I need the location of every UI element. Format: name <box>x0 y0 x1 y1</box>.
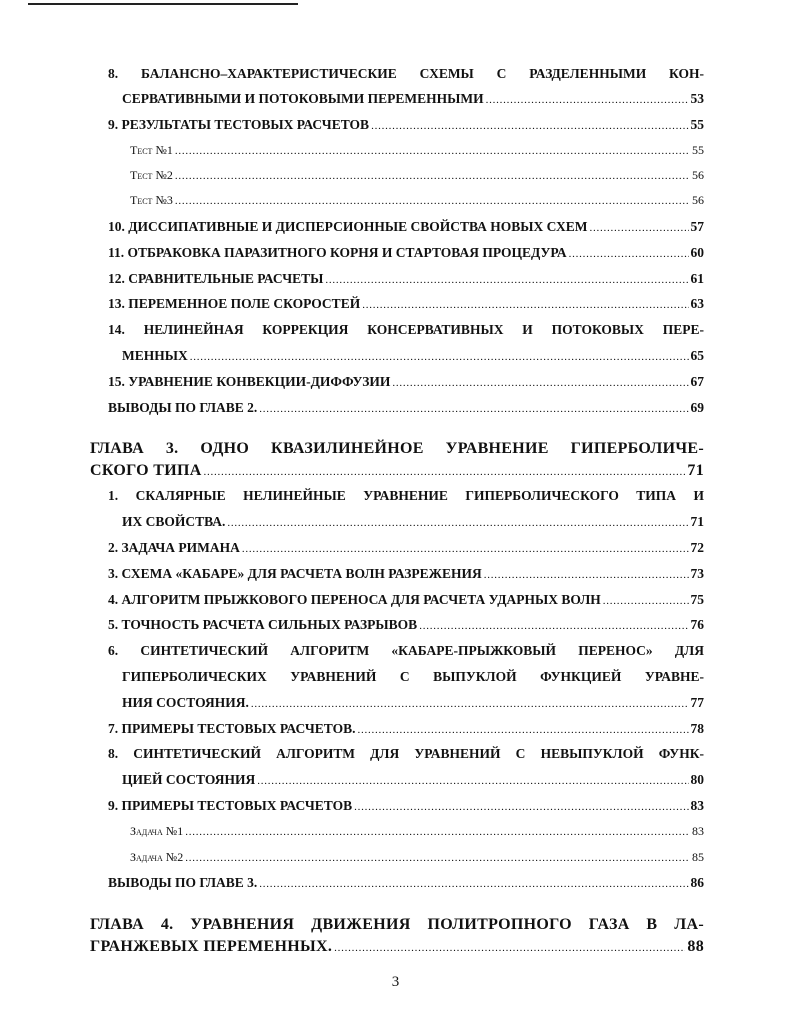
toc-entry-title: 9. РЕЗУЛЬТАТЫ ТЕСТОВЫХ РАСЧЕТОВ <box>108 117 370 132</box>
toc-subentry <box>130 143 704 158</box>
toc-entry-title: Задача №2 <box>130 850 184 864</box>
toc-page-number: 56 <box>692 193 704 207</box>
toc-entry <box>108 296 704 312</box>
toc-entry-title: ВЫВОДЫ ПО ГЛАВЕ 2. <box>108 400 258 415</box>
toc-entry <box>108 643 704 659</box>
toc-entry <box>108 322 704 338</box>
toc-entry-title: Тест №1 <box>130 143 173 157</box>
toc-entry-title: 8. БАЛАНСНО–ХАРАКТЕРИСТИЧЕСКИЕ СХЕМЫ С РАЗДЕЛЕННЫМИ КОН- <box>108 66 704 81</box>
toc-page-number: 72 <box>690 540 704 555</box>
toc-entry <box>108 798 704 814</box>
toc-page-number: 88 <box>687 938 704 955</box>
toc-entry <box>122 91 704 107</box>
toc-subentry <box>130 824 704 839</box>
toc-entry-title: 7. ПРИМЕРЫ ТЕСТОВЫХ РАСЧЕТОВ. <box>108 721 356 736</box>
toc-page-number: 67 <box>690 374 704 389</box>
toc-entry <box>108 617 704 633</box>
toc-entry-title: 14. НЕЛИНЕЙНАЯ КОРРЕКЦИЯ КОНСЕРВАТИВНЫХ И ПОТОКОВЫХ ПЕРЕ- <box>108 322 704 337</box>
toc-chapter-title: СКОГО ТИПА <box>90 462 202 479</box>
toc-page-number: 85 <box>692 850 704 864</box>
toc-entry-title: ИХ СВОЙСТВА. <box>122 514 226 529</box>
toc-entry-title: 13. ПЕРЕМЕННОЕ ПОЛЕ СКОРОСТЕЙ <box>108 296 361 311</box>
toc-page-number: 77 <box>690 695 704 710</box>
toc-page-number: 60 <box>690 245 704 260</box>
toc-page-number: 53 <box>690 91 704 106</box>
toc-page-number: 71 <box>687 462 704 479</box>
toc-entry-title: 12. СРАВНИТЕЛЬНЫЕ РАСЧЕТЫ <box>108 271 324 286</box>
toc-page-number: 75 <box>690 592 704 607</box>
toc-chapter-title: ГЛАВА 4. УРАВНЕНИЯ ДВИЖЕНИЯ ПОЛИТРОПНОГО ГАЗА В ЛА- <box>90 916 704 933</box>
toc-page-number: 76 <box>690 617 704 632</box>
toc-page-number: 73 <box>690 566 704 581</box>
toc-page-number: 63 <box>690 296 704 311</box>
toc-entry <box>122 348 704 364</box>
toc-chapter-title: ГЛАВА 3. ОДНО КВАЗИЛИНЕЙНОЕ УРАВНЕНИЕ ГИПЕРБОЛИЧЕ- <box>90 440 704 457</box>
toc-chapter <box>90 916 704 934</box>
toc-entry <box>122 695 704 711</box>
toc-entry <box>108 271 704 287</box>
toc-subentry <box>130 850 704 865</box>
toc-entry <box>122 514 704 530</box>
toc-entry-title: 1. СКАЛЯРНЫЕ НЕЛИНЕЙНЫЕ УРАВНЕНИЕ ГИПЕРБОЛИЧЕСКОГО ТИПА И <box>108 488 704 503</box>
toc-entry-title: 10. ДИССИПАТИВНЫЕ И ДИСПЕРСИОННЫЕ СВОЙСТВА НОВЫХ СХЕМ <box>108 219 588 234</box>
toc-entry <box>108 400 704 416</box>
toc-entry-title: СЕРВАТИВНЫМИ И ПОТОКОВЫМИ ПЕРЕМЕННЫМИ <box>122 91 484 106</box>
header-rule <box>28 3 298 5</box>
toc-entry <box>122 669 704 685</box>
toc-entry <box>108 540 704 556</box>
toc-entry <box>108 875 704 891</box>
toc-entry <box>108 117 704 133</box>
page-number: 3 <box>391 974 400 990</box>
toc-entry-title: 8. СИНТЕТИЧЕСКИЙ АЛГОРИТМ ДЛЯ УРАВНЕНИЙ С НЕВЫПУКЛОЙ ФУНК- <box>108 746 704 761</box>
toc-page-number: 71 <box>690 514 704 529</box>
toc-page-number: 78 <box>690 721 704 736</box>
toc-entry-title: 3. СХЕМА «КАБАРЕ» ДЛЯ РАСЧЕТА ВОЛН РАЗРЕЖЕНИЯ <box>108 566 482 581</box>
toc-entry <box>108 721 704 737</box>
toc-entry <box>108 66 704 82</box>
toc-entry <box>108 746 704 762</box>
toc-entry-title: 11. ОТБРАКОВКА ПАРАЗИТНОГО КОРНЯ И СТАРТОВАЯ ПРОЦЕДУРА <box>108 245 567 260</box>
toc-chapter-title: ГРАНЖЕВЫХ ПЕРЕМЕННЫХ. <box>90 938 333 955</box>
toc-entry <box>108 592 704 608</box>
toc-page-number: 86 <box>690 875 704 890</box>
toc-entry-title: 15. УРАВНЕНИЕ КОНВЕКЦИИ-ДИФФУЗИИ <box>108 374 391 389</box>
toc-entry <box>108 488 704 504</box>
toc-entry-title: НИЯ СОСТОЯНИЯ. <box>122 695 249 710</box>
toc-chapter <box>90 440 704 458</box>
toc-page-number: 55 <box>690 117 704 132</box>
toc-page-number: 55 <box>692 143 704 157</box>
toc-entry-title: 9. ПРИМЕРЫ ТЕСТОВЫХ РАСЧЕТОВ <box>108 798 353 813</box>
toc-chapter <box>90 462 704 480</box>
toc-page-number: 83 <box>690 798 704 813</box>
toc-entry-title: ГИПЕРБОЛИЧЕСКИХ УРАВНЕНИЙ С ВЫПУКЛОЙ ФУНКЦИЕЙ УРАВНЕ- <box>122 669 704 684</box>
toc-entry-title: Тест №3 <box>130 193 173 207</box>
toc-entry-title: 4. АЛГОРИТМ ПРЫЖКОВОГО ПЕРЕНОСА ДЛЯ РАСЧЕТА УДАРНЫХ ВОЛН <box>108 592 601 607</box>
toc-entry <box>108 245 704 261</box>
toc-page-number: 65 <box>690 348 704 363</box>
toc-chapter <box>90 938 704 956</box>
toc-entry <box>122 772 704 788</box>
toc-page-number: 69 <box>690 400 704 415</box>
toc-entry-title: 2. ЗАДАЧА РИМАНА <box>108 540 240 555</box>
toc-page-number: 83 <box>692 824 704 838</box>
toc-page-number: 57 <box>690 219 704 234</box>
toc-entry-title: Тест №2 <box>130 168 173 182</box>
toc-entry-title: Задача №1 <box>130 824 184 838</box>
toc-entry-title: 5. ТОЧНОСТЬ РАСЧЕТА СИЛЬНЫХ РАЗРЫВОВ <box>108 617 418 632</box>
toc-subentry <box>130 193 704 208</box>
toc-entry-title: ВЫВОДЫ ПО ГЛАВЕ 3. <box>108 875 258 890</box>
toc-page-number: 61 <box>690 271 704 286</box>
toc-entry <box>108 374 704 390</box>
toc-entry-title: 6. СИНТЕТИЧЕСКИЙ АЛГОРИТМ «КАБАРЕ-ПРЫЖКОВЫЙ ПЕРЕНОС» ДЛЯ <box>108 643 704 658</box>
toc-entry <box>108 566 704 582</box>
toc-entry-title: МЕННЫХ <box>122 348 188 363</box>
toc-entry <box>108 219 704 235</box>
toc-page-number: 56 <box>692 168 704 182</box>
toc-entry-title: ЦИЕЙ СОСТОЯНИЯ <box>122 772 256 787</box>
toc-subentry <box>130 168 704 183</box>
toc-page-number: 80 <box>690 772 704 787</box>
